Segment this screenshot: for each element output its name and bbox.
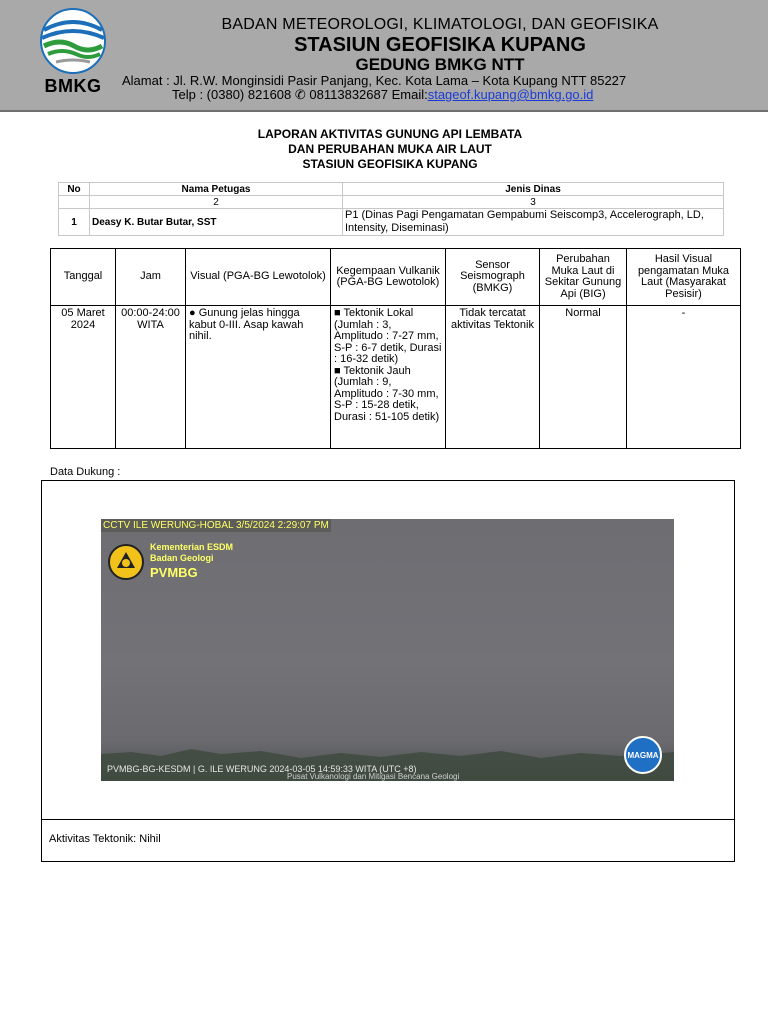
- data-dukung-label: Data Dukung :: [50, 466, 121, 478]
- header-perubahan: Perubahan Muka Laut di Sekitar Gunung Api (BIG): [540, 249, 627, 306]
- org-agency: Badan Geologi: [150, 553, 214, 563]
- cell-kegempaan: [331, 306, 446, 449]
- cctv-caption: PVMBG-BG-KESDM | G. ILE WERUNG 2024-03-05 14:59:33 WITA (UTC +8): [107, 764, 417, 774]
- cell-sensor: Tidak tercatat aktivitas Tektonik: [446, 306, 540, 449]
- table-row: [59, 209, 724, 236]
- row-jenis: P1 (Dinas Pagi Pengamatan Gempabumi Seiscomp3, Accelerograph, LD, Intensity, Diseminasi): [343, 209, 724, 236]
- header-no: No: [59, 183, 90, 196]
- num-nama: 2: [90, 196, 343, 209]
- email-link[interactable]: stageof.kupang@bmkg.go.id: [427, 87, 594, 102]
- cell-hasil: -: [627, 306, 741, 449]
- cell-perubahan: Normal: [540, 306, 627, 449]
- header-nama: Nama Petugas: [90, 183, 343, 196]
- table-row: [51, 306, 741, 449]
- header-hasil: Hasil Visual pengamatan Muka Laut (Masyarakat Pesisir): [627, 249, 741, 306]
- magma-logo-icon: [618, 735, 668, 775]
- magma-logo-text: MAGMA: [627, 751, 659, 760]
- table-header-row: [51, 249, 741, 306]
- table-row: [59, 183, 724, 196]
- esdm-logo-icon: [107, 543, 145, 581]
- header-kegempaan: Kegempaan Vulkanik (PGA-BG Lewotolok): [331, 249, 446, 306]
- row-no: 1: [59, 209, 90, 236]
- header-jam: Jam: [116, 249, 186, 306]
- num-jenis: 3: [343, 196, 724, 209]
- whatsapp-email-label: 08113832687 Email:: [309, 87, 428, 102]
- tectonic-activity-note: Aktivitas Tektonik: Nihil: [49, 833, 161, 845]
- report-title-line2: DAN PERUBAHAN MUKA AIR LAUT: [288, 142, 492, 156]
- table-row: [59, 196, 724, 209]
- cell-visual: ● Gunung jelas hingga kabut 0-III. Asap kawah nihil.: [186, 306, 331, 449]
- activity-table: [50, 248, 741, 449]
- cctv-timestamp: CCTV ILE WERUNG-HOBAL 3/5/2024 2:29:07 PM: [103, 520, 329, 531]
- bmkg-logo-text: BMKG: [44, 76, 102, 96]
- cell-tanggal: 05 Maret 2024: [51, 306, 116, 449]
- header-visual: Visual (PGA-BG Lewotolok): [186, 249, 331, 306]
- officer-table: [58, 182, 724, 236]
- cell-jam: 00:00-24:00 WITA: [116, 306, 186, 449]
- cctv-caption-org: Pusat Vulkanologi dan Mitigasi Bencana Geologi: [287, 772, 460, 781]
- cctv-image: [101, 519, 674, 781]
- empty-cell: [59, 196, 90, 209]
- org-pvmbg: PVMBG: [150, 565, 198, 580]
- contact-line: [172, 87, 593, 103]
- header-tanggal: Tanggal: [51, 249, 116, 306]
- address: Alamat : Jl. R.W. Monginsidi Pasir Panjang, Kec. Kota Lama – Kota Kupang NTT 85227: [122, 73, 627, 88]
- header-jenis: Jenis Dinas: [343, 183, 724, 196]
- header-sensor: Sensor Seismograph (BMKG): [446, 249, 540, 306]
- row-nama: Deasy K. Butar Butar, SST: [90, 209, 343, 236]
- agency-name: BADAN METEOROLOGI, KLIMATOLOGI, DAN GEOFISIKA: [221, 16, 659, 33]
- phone: Telp : (0380) 821608: [172, 87, 295, 102]
- whatsapp-icon: ✆: [294, 87, 306, 102]
- station-name: STASIUN GEOFISIKA KUPANG: [294, 34, 586, 56]
- divider: [41, 819, 734, 820]
- report-title-line3: STASIUN GEOFISIKA KUPANG: [302, 157, 478, 171]
- org-ministry: Kementerian ESDM: [150, 542, 234, 552]
- kegempaan-lokal: ■ Tektonik Lokal (Jumlah : 3, Amplitudo : 7-27 mm, S-P : 6-7 detik, Durasi : 16-32 detik): [334, 307, 442, 365]
- report-title-line1: LAPORAN AKTIVITAS GUNUNG API LEMBATA: [257, 127, 523, 141]
- building-name: GEDUNG BMKG NTT: [355, 55, 525, 74]
- kegempaan-jauh: ■ Tektonik Jauh (Jumlah : 9, Amplitudo : 7-30 mm, S-P : 15-28 detik, Durasi : 51-105 detik): [334, 364, 440, 423]
